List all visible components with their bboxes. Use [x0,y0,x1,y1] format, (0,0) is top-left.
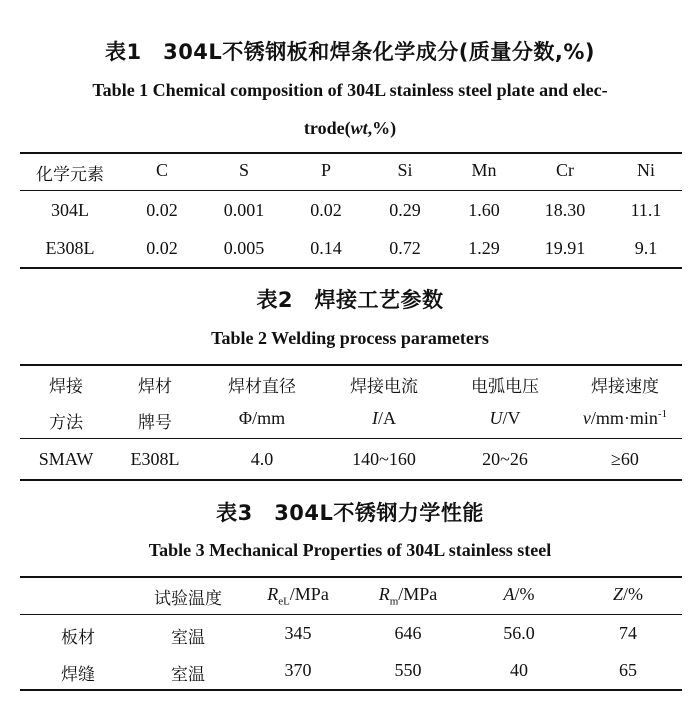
table2-header-material: 焊材 [138,377,172,397]
voltage-symbol: U [489,408,503,428]
tensile-symbol: R [378,584,390,604]
table2-header-rule [20,438,682,439]
yield-unit: /MPa [289,584,329,604]
current-unit: /A [378,408,396,428]
yield-symbol: R [267,584,279,604]
table1-title-en-line1: Table 1 Chemical composition of 304L stainless steel plate and elec- [92,80,608,100]
table-cell: 56.0 [503,623,535,643]
table-cell: 20~26 [482,449,528,469]
reduction-unit: /% [623,584,644,604]
table-cell: 19.91 [544,238,586,258]
table-cell: 65 [619,660,637,680]
table2-header-speed: 焊接速度 [591,377,659,397]
table-cell: 4.0 [250,449,274,469]
table1-header-element: 化学元素 [36,165,104,185]
table-cell: 0.02 [146,238,178,258]
speed-symbol: v [582,408,591,428]
table3-header-elongation [504,584,535,605]
table-cell: 0.02 [146,200,178,220]
reduction-symbol: Z [612,584,624,604]
table-cell: 550 [394,660,422,680]
table1-title-en-line2 [0,118,700,139]
table2-header-current-unit [372,408,396,429]
table2-header-voltage-unit [490,408,521,429]
table1-top-rule [20,152,682,154]
table1-header-ni: Ni [637,160,655,180]
table2-header-method: 焊接 [49,377,83,397]
table1-header-cr: Cr [556,160,574,180]
table-cell: 9.1 [634,238,658,258]
table3-header-rule [20,614,682,615]
table-cell: 0.14 [310,238,342,258]
table1-title-en-pre: trode( [303,118,351,138]
speed-unit-exponent: -1 [657,408,668,420]
current-symbol: I [372,408,378,428]
table-cell: 304L [51,200,89,220]
table3-header-tensile-strength [379,584,438,608]
table2-header-voltage: 电弧电压 [471,377,539,397]
table2-header-current: 焊接电流 [350,377,418,397]
elongation-unit: /% [514,584,535,604]
yield-subscript: eL [278,595,290,608]
table2-header-diameter: 焊材直径 [228,377,296,397]
table1-title-en-wt: wt [350,118,368,138]
tensile-unit: /MPa [398,584,438,604]
table3-bottom-rule [20,689,682,691]
table-cell: 1.60 [468,200,500,220]
table2-top-rule [20,364,682,366]
table1-title-en-post: ,%) [367,118,397,138]
table2-header-diameter-unit: Φ/mm [238,408,286,428]
table-cell: 板材 [61,628,95,648]
table2-title-en: Table 2 Welding process parameters [211,328,489,348]
table2-bottom-rule [20,479,682,481]
table3-title-cn: 表3 304L不锈钢力学性能 [216,501,484,525]
table-cell: 11.1 [630,200,662,220]
table-cell: E308L [130,449,180,469]
table-cell: 0.001 [223,200,265,220]
elongation-symbol: A [503,584,515,604]
table-cell: 140~160 [352,449,416,469]
table1-title-cn: 表1 304L不锈钢板和焊条化学成分(质量分数,%) [104,40,596,64]
table1-header-rule [20,190,682,191]
table-cell: 646 [394,623,422,643]
table-cell: 0.29 [389,200,421,220]
table1-bottom-rule [20,267,682,269]
table3-header-yield-strength [267,584,329,608]
table3-top-rule [20,576,682,578]
table-cell: 0.72 [389,238,421,258]
table2-header-material-2: 牌号 [138,413,172,433]
table1-header-p: P [320,160,332,180]
table-cell: 0.005 [223,238,265,258]
table3-header-test-temperature: 试验温度 [154,589,222,609]
table2-header-method-2: 方法 [49,413,83,433]
table2-title-cn: 表2 焊接工艺参数 [256,288,444,312]
table-cell: 室温 [171,628,205,648]
table2-header-speed-unit [583,408,667,429]
voltage-unit: /V [502,408,521,428]
table-cell: 18.30 [544,200,586,220]
table3-title-en: Table 3 Mechanical Properties of 304L stainless steel [148,540,552,560]
table-cell: 370 [284,660,312,680]
table3-header-reduction-of-area [613,584,643,605]
table-cell: 0.02 [310,200,342,220]
table-cell: 40 [510,660,528,680]
table-cell: 74 [619,623,637,643]
table-cell: 室温 [171,665,205,685]
table-cell: SMAW [38,449,94,469]
table1-header-mn: Mn [471,160,497,180]
table-cell: 焊缝 [61,665,95,685]
table1-header-si: Si [397,160,413,180]
table-cell: 345 [284,623,312,643]
table1-header-c: C [155,160,169,180]
table-cell: E308L [45,238,95,258]
speed-unit: /mm·min [590,408,658,428]
tensile-subscript: m [389,595,399,608]
table-cell: 1.29 [468,238,500,258]
table1-header-s: S [238,160,250,180]
table-cell: ≥60 [611,449,639,469]
